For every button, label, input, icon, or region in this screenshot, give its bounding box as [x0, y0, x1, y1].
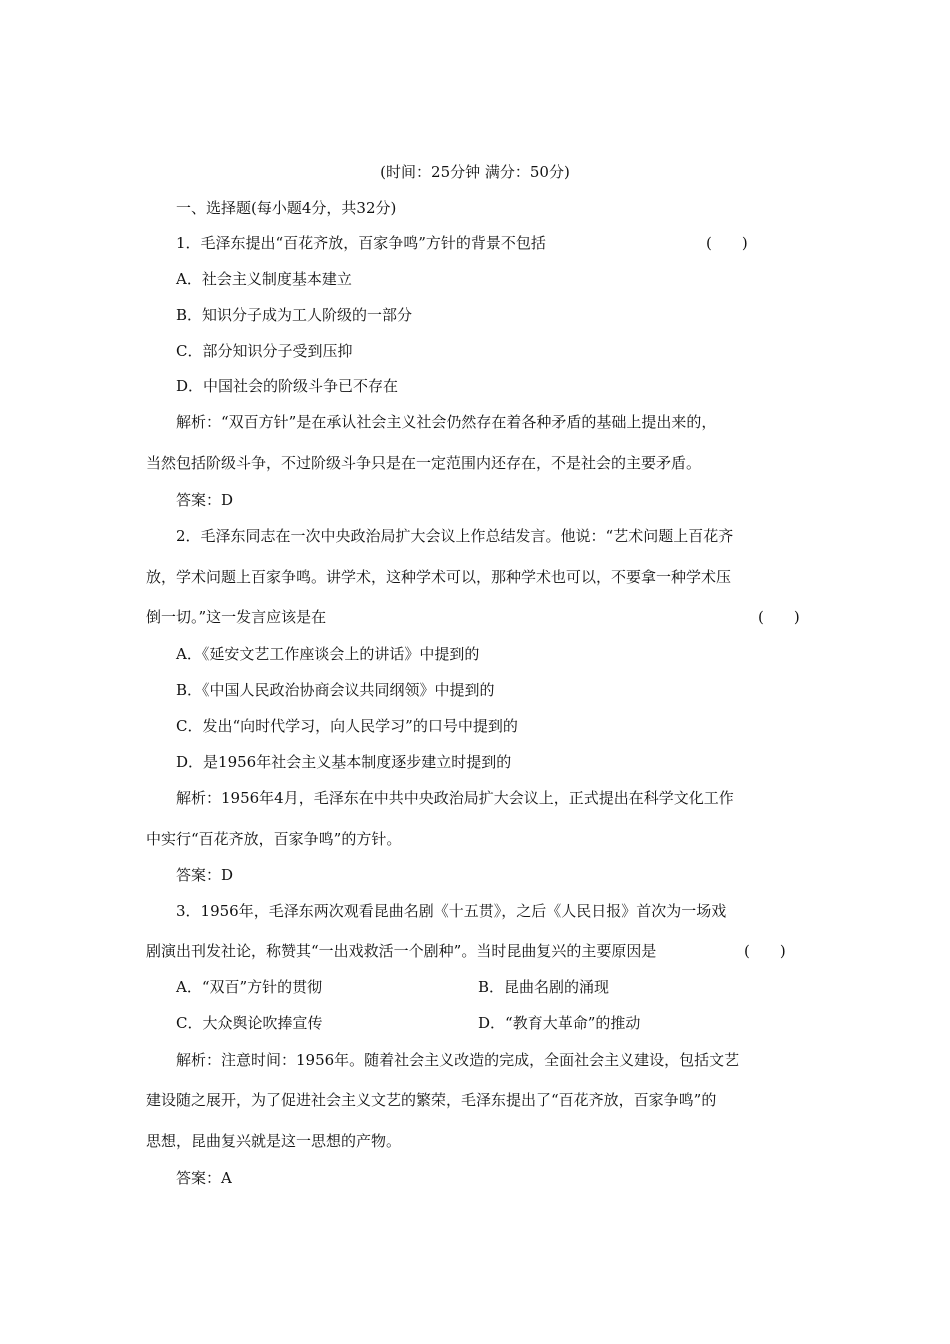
analysis-line: 中实行“百花齐放，百家争鸣”的方针。: [146, 830, 402, 848]
question-stem-line: 2．毛泽东同志在一次中央政治局扩大会议上作总结发言。他说：“艺术问题上百花齐: [176, 527, 734, 545]
analysis-line: 建设随之展开，为了促进社会主义文艺的繁荣，毛泽东提出了“百花齐放，百家争鸣”的: [146, 1091, 717, 1109]
section-title: 一、选择题(每小题4分，共32分): [176, 199, 397, 217]
answer-text: 答案：A: [176, 1169, 232, 1187]
analysis-line: 解析：“双百方针”是在承认社会主义社会仍然存在着各种矛盾的基础上提出来的，: [176, 413, 717, 431]
answer-bracket: ( ): [706, 234, 748, 252]
answer-text: 答案：D: [176, 866, 234, 884]
option-c: C．部分知识分子受到压抑: [176, 342, 353, 360]
option-d: D．是1956年社会主义基本制度逐步建立时提到的: [176, 753, 512, 771]
option-d: D．“教育大革命”的推动: [478, 1014, 641, 1032]
analysis-line: 当然包括阶级斗争，不过阶级斗争只是在一定范围内还存在，不是社会的主要矛盾。: [146, 454, 702, 472]
answer-text: 答案：D: [176, 491, 234, 509]
option-c: C．发出“向时代学习，向人民学习”的口号中提到的: [176, 717, 518, 735]
question-stem-line: 放，学术问题上百家争鸣。讲学术，这种学术可以，那种学术也可以，不要拿一种学术压: [146, 568, 732, 586]
question-stem: 1．毛泽东提出“百花齐放，百家争鸣”方针的背景不包括: [176, 234, 546, 252]
option-b: B．昆曲名剧的涌现: [478, 978, 610, 996]
analysis-line: 解析：注意时间：1956年。随着社会主义改造的完成，全面社会主义建设，包括文艺: [176, 1051, 740, 1069]
question-stem-line: 倒一切。”这一发言应该是在: [146, 608, 327, 626]
answer-bracket: ( ): [758, 608, 800, 626]
question-stem-line: 3．1956年，毛泽东两次观看昆曲名剧《十五贯》，之后《人民日报》首次为一场戏: [176, 902, 727, 920]
answer-bracket: ( ): [744, 942, 786, 960]
question-stem-line: 剧演出刊发社论，称赞其“一出戏救活一个剧种”。当时昆曲复兴的主要原因是: [146, 942, 657, 960]
option-a: A．“双百”方针的贯彻: [176, 978, 323, 996]
option-d: D．中国社会的阶级斗争已不存在: [176, 377, 399, 395]
option-b: B．知识分子成为工人阶级的一部分: [176, 306, 413, 324]
option-a: A．《延安文艺工作座谈会上的讲话》中提到的: [176, 645, 480, 663]
analysis-line: 解析：1956年4月，毛泽东在中共中央政治局扩大会议上，正式提出在科学文化工作: [176, 789, 734, 807]
option-b: B．《中国人民政治协商会议共同纲领》中提到的: [176, 681, 495, 699]
option-a: A．社会主义制度基本建立: [176, 270, 352, 288]
option-c: C．大众舆论吹捧宣传: [176, 1014, 323, 1032]
analysis-line: 思想，昆曲复兴就是这一思想的产物。: [146, 1132, 402, 1150]
exam-header: (时间：25分钟 满分：50分): [380, 163, 570, 181]
